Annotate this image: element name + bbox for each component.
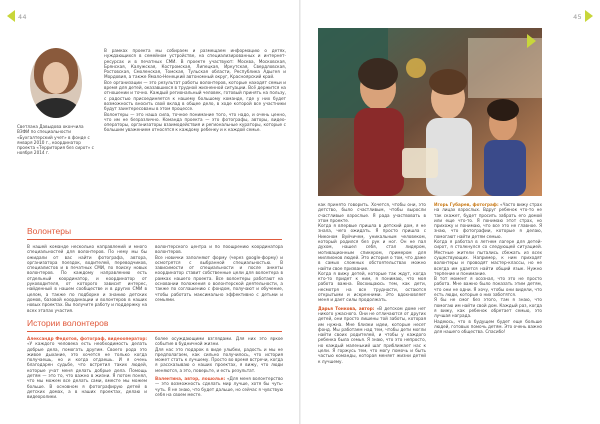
story-valentina-text: «Для меня волонтерство — это возможность сделать мир лучше, хотя бы чуть-чуть. Я не знаю, что будет дальше, но сейчас я чувствую себя на своем месте.: [155, 376, 283, 397]
story-gubarev-text: «Часто вижу страх на лицах взрослых. Вдруг ребенок что-то не так скажет, будет просить забрать его домой или еще что-то. Я понимаю этот страх, но прихожу и понимаю, что все это не главное. Я знаю, что фотографии, которые я делаю, помогают найти детям семью. Когда я работал в летнем лагере для детей-сирот, я столкнулся со следующей ситуацией. Местные жители пытались сбежать из всех существующих. Например, к ним приходят волонтеры и проводят мастер-классы, но не всегда им удается найти общий язык. Нужно терпение и понимание. В тот момент я осознал, что это не просто работа. Мне важно было показать этим детям, что они не одни. Я хочу, чтобы они видели, что есть люди, которые о них заботятся. Я бы не смог без этого, там я знаю, что помогаю им найти свой дом. Каждый раз, когда я вижу, как ребенок обретает семью, это лучшая награда. Надеюсь, что в будущем будет еще больше людей, готовых помочь детям. Это очень важно для нашего общества. Спасибо!: [434, 202, 542, 335]
intro-text: В рамках проекта мы собираем и размещаем информацию о детях, нуждающихся в семейном устройстве, на специализированных и интернет-ресурсах и в печатных СМИ. В проекте участвуют: Москва, Московская, Брянская, Калужская, Костромская, Липецкая, Иркутская, Свердловская, Ростовская, Смоленская, Томская, Тульская области, Республика Адыгея и Мордовия, а также Ямало-Ненецкий автономный округ, Красноярский край. Все организации — это результат работы волонтеров, которые находят семьи и время для детей, оказавшихся в трудной жизненной ситуации. Всё держится на отношении и точно. Каждый региональный человек, готовый принять на пользу, с радостью присоединяется к нашему большому команде, где у них будет возможность вносить свой вклад в общее дело, в ходе которой все участники будут заинтересованы в этом процессе. Волонтеры — это наша сила, точное понимание того, что надо, и очень ценно, что им не безразлично. Команда проекта — это фотографы, авторы, видео-операторы, организаторы взаимодействия и региональные кураторы, которые с большим уважением относятся к каждому ребенку и к каждой семье.: [104, 48, 286, 133]
photo-illustration: [318, 28, 542, 196]
coordinator-portrait: [30, 48, 82, 118]
story-tonkova-name: Дарья Тонкова, автор:: [318, 305, 375, 311]
stories-heading: Истории волонтеров: [27, 318, 109, 328]
prev-page-arrow-icon[interactable]: [7, 10, 15, 22]
left-page-number: 44: [18, 13, 27, 21]
story-continued-text: более осуждающими взглядами. Для них это яркое событие в будничной жизни. Для нас это подарок в виде улыбки, радость и мы не предполагаем, как сильно получилось, что история может стать к лучшему. Просто во время встречи, когда я рассказываю о наших проектах, я вижу, что люди меняются, а это, поверьте, и есть результат.: [155, 336, 283, 373]
portrait-caption: [17, 124, 97, 156]
volunteers-col2: волонтерского центра и по поощрению координатора волонтеров. Все новички заполняют форму (через google-форму) и осмотрятся с выбранной специальностью. В зависимости от специальности и после анкеты координатор ставит собственные цели для волонтера в рамках нашего проекта. Все волонтеры работают на основании положения о волонтерской деятельности, а также по соглашению с фондом, получают и обучение, чтобы работать максимально эффективно с детьми и семьями.: [155, 244, 283, 302]
right-col2: [434, 202, 542, 418]
story-valentina-name: Валентина, автор, лошольн:: [155, 376, 226, 382]
stories-rule: [27, 331, 282, 332]
right-page-number: 45: [573, 13, 582, 21]
photo-play-icon: [527, 34, 536, 48]
story-fedotov: [27, 336, 147, 416]
volunteers-rule: [27, 239, 282, 240]
story-gubarev-name: Игорь Губарев, фотограф:: [434, 202, 499, 207]
right-col1: [318, 202, 426, 418]
story-tonkova-text: «В детском доме нет никого ужасного. Они не отличаются от других детей, они просто лишены той заботы, которая им нужна. Мне близки идеи, которые несет фонд. Мы работаем над тем, чтобы дети могли найти своих родителей, и чтобы у каждого ребенка была семья. Я знаю, что это непросто, но каждый маленький шаг приближает нас к цели. Я горжусь тем, что могу помочь и быть частью команды, которая меняет жизни детей к лучшему.: [318, 305, 426, 364]
right-col1-text: как принято говорить. Хочется, чтобы они, это детство, было счастливым, чтобы выросли счастливые взрослые. Я рада участвовать в этом проекте. Когда я впервые пришла в детский дом, я не знала, чего ожидать. Я просто пришла с Никоном Вуйчичем, уникальным человеком, который родился без рук и ног. Он не пал духом, нашел себя, стал лидером, мотивационным спикером, примером для миллионов людей. Это история о том, что даже в самых сложных обстоятельствах можно найти свое призвание. Когда я вижу детей, которые так ждут, когда кто-то придет к ним, я понимаю, что моя работа важна. Восхищаюсь тем, как дети, несмотря на все трудности, остаются открытыми и искренними. Это вдохновляет меня и дает силы продолжать.: [318, 202, 426, 303]
volunteers-photo: [318, 28, 542, 196]
next-page-arrow-icon[interactable]: [585, 10, 593, 22]
volunteers-col1: В нашей команде несколько направлений и много специальностей для волонтеров. По нему мы бы ожидали от вас найти фотографа, автора, организатора поездок, водителей, переводчиков, специалистов и в печатных СМИ, по поиску новых волонтеров. По каждому направлению есть отдельный координатор, и координатор от руководителя, от которого зависит интерес, найденный в нашем сообществе и в других СМИ в целом, а также по подборке и знанию детских домов, базовой координации и волонтеров в наших новых проектах. Вы получите работу и поддержку на всех этапах участия.: [27, 244, 147, 313]
story-right-col: [155, 336, 283, 416]
right-page: [300, 0, 600, 424]
story-fedotov-name: Александр Федотов, фотограф, видеооператор:: [27, 336, 147, 341]
caption-text: Светлана Давыдова окончила ВЗФИ по специальности «Бухгалтерский учет» в фонде с января 2010 г., координатор проекта «Территория без сирот» с ноября 2014 г.: [17, 124, 94, 156]
story-fedotov-text: «У каждого человека есть необходимость делать добрые дела, помогать другим. Своего рода это живое дыхание, это хочется не только когда получаешь, но и когда отдаешь. И я очень благодарен судьбе, что встретил таких людей, которые учат меня делать добрые дела. Помощь детям — это то, что важно в жизни. Я потом понял, что мы можем все делать сами, вместе мы можем больше. В основном я фотографирую детей в детских домах, а в наших проектах, делаю и видеоролики.: [27, 341, 147, 400]
volunteers-heading: Волонтеры: [27, 226, 72, 236]
